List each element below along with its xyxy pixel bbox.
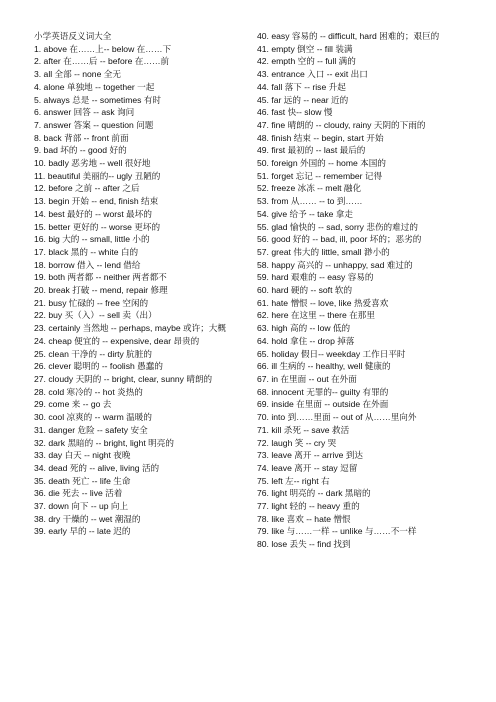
antonym-entry: 71. kill 杀死 -- save 救活 — [257, 424, 350, 435]
antonym-entry: 33. day 白天 -- night 夜晚 — [34, 450, 131, 461]
antonym-entry: 17. black 黑的 -- white 白的 — [34, 246, 139, 257]
antonym-entry: 51. forget 忘记 -- remember 记得 — [257, 170, 383, 181]
antonym-entry: 72. laugh 笑 -- cry 哭 — [257, 437, 337, 448]
antonym-entry: 36. die 死去 -- live 活着 — [34, 488, 123, 499]
antonym-entry: 66. ill 生病的 -- healthy, well 健康的 — [257, 361, 391, 372]
antonym-entry: 40. easy 容易的 -- difficult, hard 困难的；艰巨的 — [257, 31, 440, 41]
antonym-entry: 44. fall 落下 -- rise 升起 — [257, 81, 346, 92]
antonym-entry: 10. badly 恶劣地 -- well 很好地 — [34, 158, 151, 169]
antonym-entry: 9. bad 坏的 -- good 好的 — [34, 145, 127, 156]
antonym-entry: 75. left 左-- right 右 — [257, 475, 330, 486]
antonym-entry: 34. dead 死的 -- alive, living 活的 — [34, 462, 160, 473]
antonym-entry: 77. light 轻的 -- heavy 重的 — [257, 501, 360, 512]
antonym-entry: 2. after 在……后 -- before 在……前 — [34, 56, 170, 67]
antonym-entry: 60. hard 硬的 -- soft 软的 — [257, 285, 353, 296]
antonym-entry: 35. death 死亡 -- life 生命 — [34, 475, 131, 486]
antonym-entry: 73. leave 离开 -- arrive 到达 — [257, 450, 364, 461]
antonym-entry: 53. from 从…… -- to 到…… — [257, 196, 363, 207]
antonym-entry: 70. into 到……里面 -- out of 从……里向外 — [257, 412, 417, 423]
antonym-entry: 28. cold 寒冷的 -- hot 炎热的 — [34, 386, 143, 397]
antonym-entry: 27. cloudy 天阴的 -- bright, clear, sunny 晴朗的 — [34, 373, 213, 384]
antonym-entry: 3. all 全部 -- none 全无 — [34, 69, 121, 80]
antonym-entry: 13. begin 开始 -- end, finish 结束 — [34, 196, 159, 207]
antonym-entry: 48. finish 结束 -- begin, start 开始 — [257, 132, 384, 143]
antonym-entry: 30. cool 凉爽的 -- warm 温暖的 — [34, 412, 152, 423]
antonym-entry: 58. happy 高兴的 -- unhappy, sad 难过的 — [257, 259, 413, 270]
antonym-entry: 64. hold 拿住 -- drop 掉落 — [257, 335, 355, 346]
antonym-entry: 14. best 最好的 -- worst 最坏的 — [34, 208, 152, 219]
antonym-entry: 46. fast 快-- slow 慢 — [257, 107, 333, 118]
antonym-entry: 76. light 明亮的 -- dark 黑暗的 — [257, 488, 371, 499]
antonym-entry: 56. good 好的 -- bad, ill, poor 坏的；恶劣的 — [257, 234, 422, 245]
antonym-entry: 22. buy 买（入）-- sell 卖（出） — [34, 310, 157, 321]
antonym-entry: 16. big 大的 -- small, little 小的 — [34, 234, 150, 245]
document-title: 小学英语反义词大全 — [34, 31, 112, 41]
left-column — [34, 30, 234, 538]
antonym-entry: 37. down 向下 -- up 向上 — [34, 501, 129, 512]
antonym-entry: 68. innocent 无罪的-- guilty 有罪的 — [257, 386, 389, 397]
antonym-entry: 20. break 打破 -- mend, repair 修理 — [34, 285, 168, 296]
antonym-entry: 62. here 在这里 -- there 在那里 — [257, 310, 375, 321]
antonym-entry: 47. fine 晴朗的 -- cloudy, rainy 天阴的下雨的 — [257, 119, 426, 130]
antonym-entry: 55. glad 愉快的 -- sad, sorry 悲伤的难过的 — [257, 221, 418, 232]
antonym-entry: 54. give 给予 -- take 拿走 — [257, 208, 353, 219]
antonym-entry: 8. back 背部 -- front 前面 — [34, 132, 129, 143]
antonym-entry: 23. certainly 当然地 -- perhaps, maybe 或许；大概 — [34, 323, 226, 334]
antonym-entry: 80. lose 丢失 -- find 找到 — [257, 539, 351, 550]
antonym-entry: 65. holiday 假日-- weekday 工作日平时 — [257, 348, 406, 359]
antonym-entry: 45. far 远的 -- near 近的 — [257, 94, 349, 105]
antonym-entry: 6. answer 回答 -- ask 询问 — [34, 107, 135, 118]
antonym-entry: 11. beautiful 美丽的-- ugly 丑陋的 — [34, 170, 161, 181]
antonym-entry: 1. above 在……上-- below 在……下 — [34, 43, 172, 54]
antonym-entry: 78. like 喜欢 -- hate 憎恨 — [257, 513, 351, 524]
antonym-entry: 43. entrance 入口 -- exit 出口 — [257, 69, 368, 80]
antonym-entry: 74. leave 离开 -- stay 逗留 — [257, 462, 358, 473]
antonym-entry: 5. always 总是 -- sometimes 有时 — [34, 94, 162, 105]
antonym-entry: 52. freeze 冰冻 -- melt 融化 — [257, 183, 362, 194]
antonym-entry: 59. hard 艰难的 -- easy 容易的 — [257, 272, 374, 283]
antonym-entry: 12. before 之前 -- after 之后 — [34, 183, 140, 194]
antonym-entry: 7. answer 答案 -- question 问题 — [34, 119, 154, 130]
antonym-entry: 19. both 两者都 -- neither 两者都不 — [34, 272, 167, 283]
antonym-entry: 4. alone 单独地 -- together 一起 — [34, 81, 155, 92]
antonym-entry: 42. empth 空的 -- full 满的 — [257, 56, 356, 67]
antonym-entry: 26. clever 聪明的 -- foolish 愚蠢的 — [34, 361, 163, 372]
antonym-entry: 25. clean 干净的 -- dirty 肮脏的 — [34, 348, 152, 359]
right-entry-list — [257, 30, 461, 551]
antonym-entry: 21. busy 忙碌的 -- free 空闲的 — [34, 297, 149, 308]
antonym-entry: 63. high 高的 -- low 低的 — [257, 323, 351, 334]
antonym-entry: 79. like 与……一样 -- unlike 与……不一样 — [257, 526, 417, 537]
antonym-entry: 32. dark 黑暗的 -- bright, light 明亮的 — [34, 437, 174, 448]
antonym-entry: 41. empty 倒空 -- fill 装满 — [257, 43, 353, 54]
antonym-entry: 38. dry 干燥的 -- wet 潮湿的 — [34, 513, 141, 524]
antonym-entry: 49. first 最初的 -- last 最后的 — [257, 145, 366, 156]
antonym-entry: 31. danger 危险 -- safety 安全 — [34, 424, 148, 435]
antonym-entry: 57. great 伟大的 little, small 渺小的 — [257, 246, 390, 257]
antonym-entry: 50. foreign 外国的 -- home 本国的 — [257, 158, 386, 169]
left-entry-list — [34, 43, 234, 538]
antonym-entry: 18. borrow 借入 -- lend 借给 — [34, 259, 141, 270]
antonym-entry: 15. better 更好的 -- worse 更坏的 — [34, 221, 161, 232]
antonym-entry: 39. early 早的 -- late 迟的 — [34, 526, 131, 537]
antonym-entry: 67. in 在里面 -- out 在外面 — [257, 373, 357, 384]
right-column — [257, 30, 461, 551]
antonym-entry: 29. come 来 -- go 去 — [34, 399, 112, 410]
antonym-entry: 24. cheap 便宜的 -- expensive, dear 昂贵的 — [34, 335, 200, 346]
antonym-entry: 61. hate 憎恨 -- love, like 热爱喜欢 — [257, 297, 389, 308]
antonym-entry: 69. inside 在里面 -- outside 在外面 — [257, 399, 389, 410]
